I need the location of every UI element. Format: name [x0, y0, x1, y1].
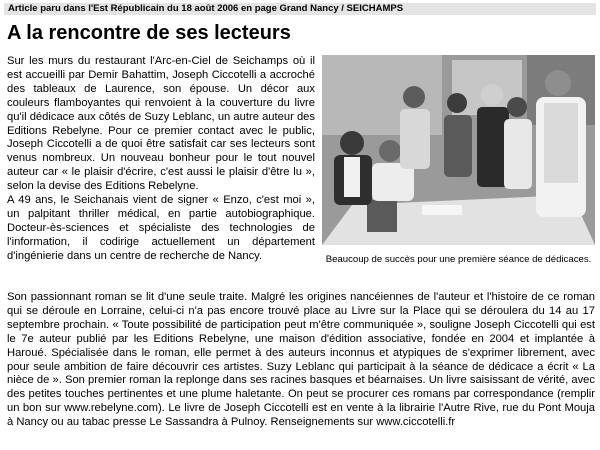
column-paragraph: Sur les murs du restaurant l'Arc-en-Ciel de Seichamps où il est accueilli par Demir Bahattim, Joseph Ciccotelli a accroché des tableaux de Laurence, son épouse. Un décor aux couleurs flamboyantes qui renvoient à la couverture du livre qu'il dédicace aux côtés de Suzy Leblanc, un autre auteur des Editions Rebelyne. Pour ce premier contact avec le public, Joseph Ciccotelli a de quoi être satisfait car ses lecteurs sont venus nombreux. Un nouveau bonheur pour le tout nouvel auteur car « le plaisir d'écrire, c'est aussi le plaisir d'être lu », selon la devise des Editions Rebelyne.: [7, 55, 315, 193]
article-photo: [322, 55, 595, 245]
full-width-paragraph: Son passionnant roman se lit d'une seule traite. Malgré les origines nancéiennes de l'auteur et l'histoire de ce roman qui se déroule en Lorraine, celui-ci n'a pas encore trouvé place au Livre sur la Place qui se déroulera du 14 au 17 septembre prochain. « Toute possibilité de participation peut m'être communiquée », souligne Joseph Ciccotelli qui est le 7e auteur publié par les Editions Rebelyne, une maison d'édition associative, fondée en 2004 et implantée à Haroué. Spécialisée dans le roman, elle permet à des auteurs inconnus et atypiques de s'exprimer librement, avec pour seule ambition de faire découvrir ces artistes. Suzy Leblanc qui participait à la séance de dédicace a écrit « La nièce de ». Son premier roman la replonge dans ses racines basques et béarnaises. Un livre saisissant de vérité, avec des petites touches pertinentes et une plume haletante. On peut se procurer ces romans par correspondance (remplir un bon sur www.rebelyne.com). Le livre de Joseph Ciccotelli est en vente à la librairie l'Autre Rive, rue du Pont Mouja à Nancy ou au tabac presse Le Sassandra à Pulnoy. Renseignements sur www.ciccotelli.fr: [7, 291, 595, 429]
photo-illustration: [322, 55, 595, 245]
column-paragraph: A 49 ans, le Seichanais vient de signer « Enzo, c'est moi », un palpitant thriller médical, en partie autobiographique. Docteur-ès-sciences et spécialiste des technologies de l'information, il codirige actuellement un département d'ingénierie dans un centre de recherche de Nancy.: [7, 194, 315, 262]
article-column-text: [7, 55, 315, 264]
photo-caption: Beaucoup de succès pour une première séance de dédicaces.: [325, 254, 592, 265]
article-title: A la rencontre de ses lecteurs: [7, 22, 291, 44]
article-full-width-text: [7, 291, 595, 430]
source-line: Article paru dans l'Est Républicain du 18 août 2006 en page Grand Nancy / SEICHAMPS: [4, 3, 596, 15]
